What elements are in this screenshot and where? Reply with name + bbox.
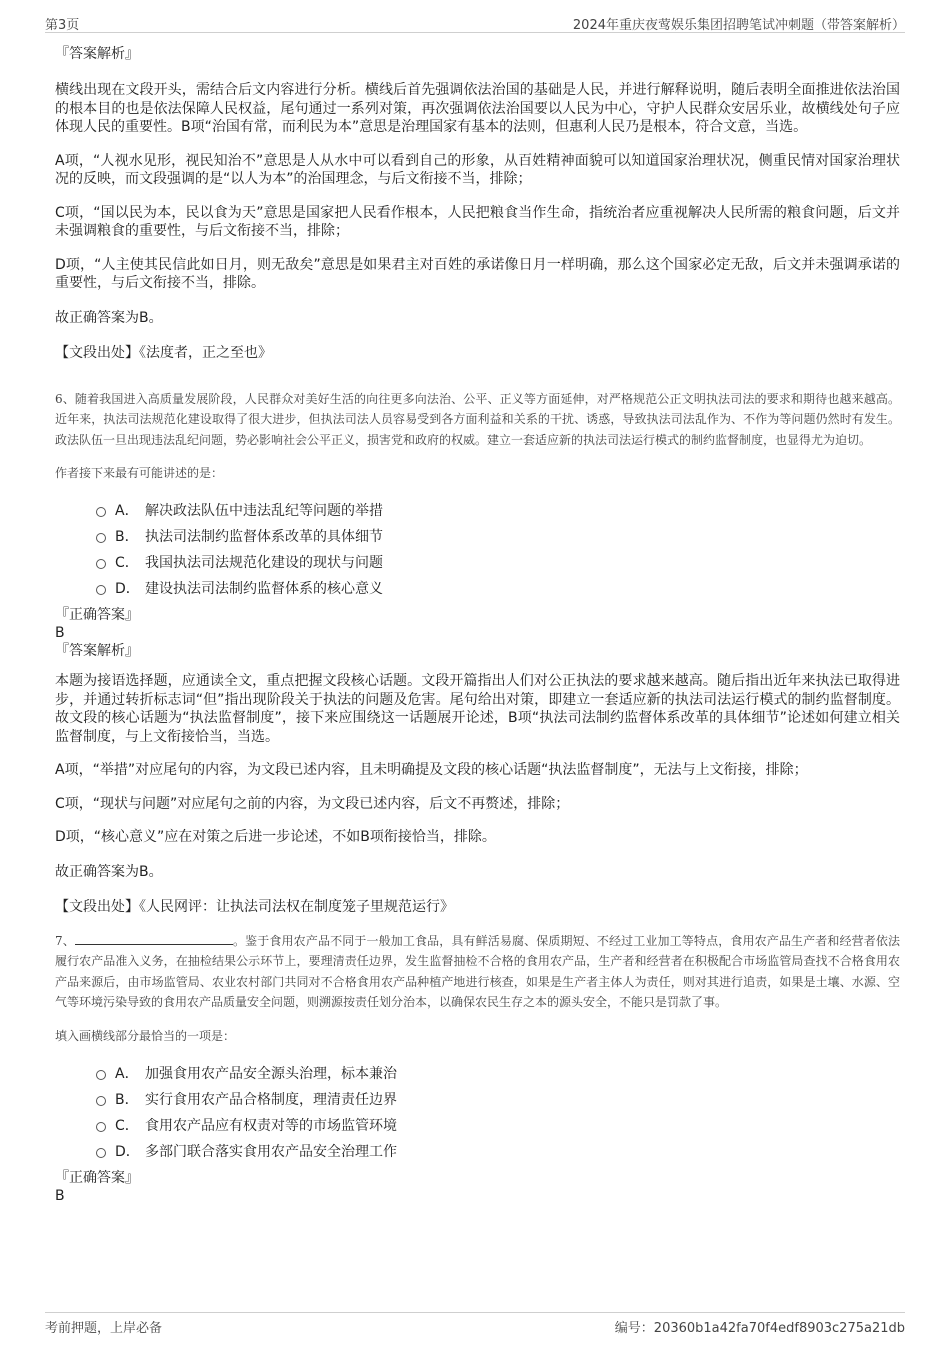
q7-option-b[interactable]: B． 实行食用农产品合格制度，理清责任边界 (55, 1087, 900, 1113)
q6-option-d[interactable]: D． 建设执法司法制约监督体系的核心意义 (55, 576, 900, 602)
radio-icon[interactable] (96, 559, 106, 569)
page-content (55, 44, 900, 1205)
document-code-label: 编号： (614, 1321, 654, 1336)
q6-option-a[interactable]: A． 解决政法队伍中违法乱纪等问题的举措 (55, 498, 900, 524)
footer-slogan: 考前押题，上岸必备 (45, 1321, 163, 1336)
q5-conclusion: 故正确答案为B。 (55, 309, 163, 326)
q7-answer: B (55, 1187, 65, 1204)
q6-option-b[interactable]: B． 执法司法制约监督体系改革的具体细节 (55, 524, 900, 550)
page-footer (45, 1312, 905, 1335)
q6-analysis-c: C项，“现状与问题”对应尾句之前的内容，为文段已述内容，后文不再赘述，排除； (55, 795, 570, 812)
radio-icon[interactable] (96, 1070, 106, 1080)
q6-analysis-tag: 『答案解析』 (55, 643, 139, 659)
q6-stem (55, 389, 900, 451)
q6-conclusion: 故正确答案为B。 (55, 863, 163, 880)
radio-icon[interactable] (96, 1148, 106, 1158)
q7-prompt: 填入画横线部分最恰当的一项是： (55, 1028, 236, 1043)
radio-icon[interactable] (96, 1096, 106, 1106)
q6-answer: B (55, 625, 65, 641)
q7-option-d[interactable]: D． 多部门联合落实食用农产品安全治理工作 (55, 1139, 900, 1165)
q7-answer-tag: 『正确答案』 (55, 1169, 139, 1186)
q5-analysis-tag: 『答案解析』 (55, 46, 139, 62)
radio-icon[interactable] (96, 507, 106, 517)
q6-number: 6、 (55, 391, 75, 406)
q7-stem (55, 931, 900, 1013)
q6-analysis-d: D项，“核心意义”应在对策之后进一步论述，不如B项衔接恰当，排除。 (55, 829, 496, 845)
q7-number: 7、 (55, 933, 75, 948)
answer-blank (75, 932, 233, 945)
document-code-value: 20360b1a42fa70f4edf8903c275a21db (653, 1321, 905, 1336)
radio-icon[interactable] (96, 1122, 106, 1132)
q6-prompt: 作者接下来最有可能讲述的是： (55, 466, 224, 480)
q6-option-c[interactable]: C． 我国执法司法规范化建设的现状与问题 (55, 550, 900, 576)
q5-analysis-c: C项，“国以民为本，民以食为天”意思是国家把人民看作根本，人民把粮食当作生命，指统治者应重视解决人民所需的粮食问题，后文并未强调粮食的重要性，与后文衔接不当，排除； (55, 204, 900, 239)
q7-option-c[interactable]: C． 食用农产品应有权责对等的市场监管环境 (55, 1113, 900, 1139)
q7-option-a[interactable]: A． 加强食用农产品安全源头治理，标本兼治 (55, 1061, 900, 1087)
q6-source: 【文段出处】《人民网评：让执法司法权在制度笼子里规范运行》 (55, 898, 454, 915)
q7-options (55, 1061, 900, 1165)
q6-stem-text: 随着我国进入高质量发展阶段，人民群众对美好生活的向往更多向法治、公平、正义等方面延伸，对严格规范公正文明执法司法的要求和期待也越来越高。近年来，执法司法规范化建设取得了很大进步，但执法司法人员容易受到各方面利益和关系的干扰、诱惑，导致执法司法乱作为、不作为等问题仍然时有发生。政法队伍一旦出现违法乱纪问题，势必影响社会公平正义，损害党和政府的权威。建立一套适应新的执法司法运行模式的制约监督制度，也显得尤为迫切。 (55, 391, 900, 447)
page-header (45, 12, 905, 33)
document-code (615, 1317, 905, 1336)
radio-icon[interactable] (96, 585, 106, 595)
q6-answer-tag: 『正确答案』 (55, 607, 139, 623)
page-number: 第3页 (45, 18, 80, 33)
q7-stem-text: 。鉴于食用农产品不同于一般加工食品，具有鲜活易腐、保质期短、不经过工业加工等特点，食用农产品生产者和经营者依法履行农产品准入义务，在抽检结果公示环节上，要理清责任边界，发生监督抽检不合格的食用农产品，生产者和经营者在积极配合市场监管局查找不合格食用农产品来源后，由市场监管局、农业农村部门共同对不合格食用农产品种植产地进行核查，如果是生产者主体人为责任，则对其进行追责，如果是土壤、水源、空气等环境污染导致的食用农产品质量安全问题，则溯源按责任划分治本，以确保农民生存之本的源头安全，不能只是罚款了事。 (55, 933, 900, 1009)
q5-analysis-a: A项，“人视水见形，视民知治不”意思是人从水中可以看到自己的形象，从百姓精神面貌可以知道国家治理状况，侧重民情对国家治理状况的反映，而文段强调的是“以人为本”的治国理念，与后文衔接不当，排除； (55, 152, 900, 187)
q5-analysis-main: 横线出现在文段开头，需结合后文内容进行分析。横线后首先强调依法治国的基础是人民，并进行解释说明，随后表明全面推进依法治国的根本目的也是依法保障人民权益，尾句通过一系列对策，再次强调依法治国要以人民为中心，守护人民群众安居乐业，故横线处句子应体现人民的重要性。B项“治国有常，而利民为本”意思是治理国家有基本的法则，但惠利人民乃是根本，符合文意，当选。 (55, 82, 900, 135)
document-title: 2024年重庆夜莺娱乐集团招聘笔试冲刺题（带答案解析） (572, 18, 905, 33)
q6-analysis-main: 本题为接语选择题，应通读全文，重点把握文段核心话题。文段开篇指出人们对公正执法的要求越来越高。随后指出近年来执法已取得进步，并通过转折标志词“但”指出现阶段关于执法的问题及危害。尾句给出对策，即建立一套适应新的执法司法运行模式的制约监督制度。故文段的核心话题为“执法监督制度”，接下来应围绕这一话题展开论述，B项“执法司法制约监督体系改革的具体细节”论述如何建立相关监督制度，与上文衔接恰当，当选。 (55, 673, 900, 745)
q6-analysis-a: A项，“举措”对应尾句的内容，为文段已述内容，且未明确提及文段的核心话题“执法监督制度”，无法与上文衔接，排除； (55, 762, 808, 778)
q5-analysis-d: D项，“人主使其民信此如日月，则无敌矣”意思是如果君主对百姓的承诺像日月一样明确，那么这个国家必定无敌，后文并未强调承诺的重要性，与后文衔接不当，排除。 (55, 256, 900, 291)
radio-icon[interactable] (96, 533, 106, 543)
q6-options (55, 498, 900, 602)
q5-source: 【文段出处】《法度者，正之至也》 (55, 344, 272, 361)
